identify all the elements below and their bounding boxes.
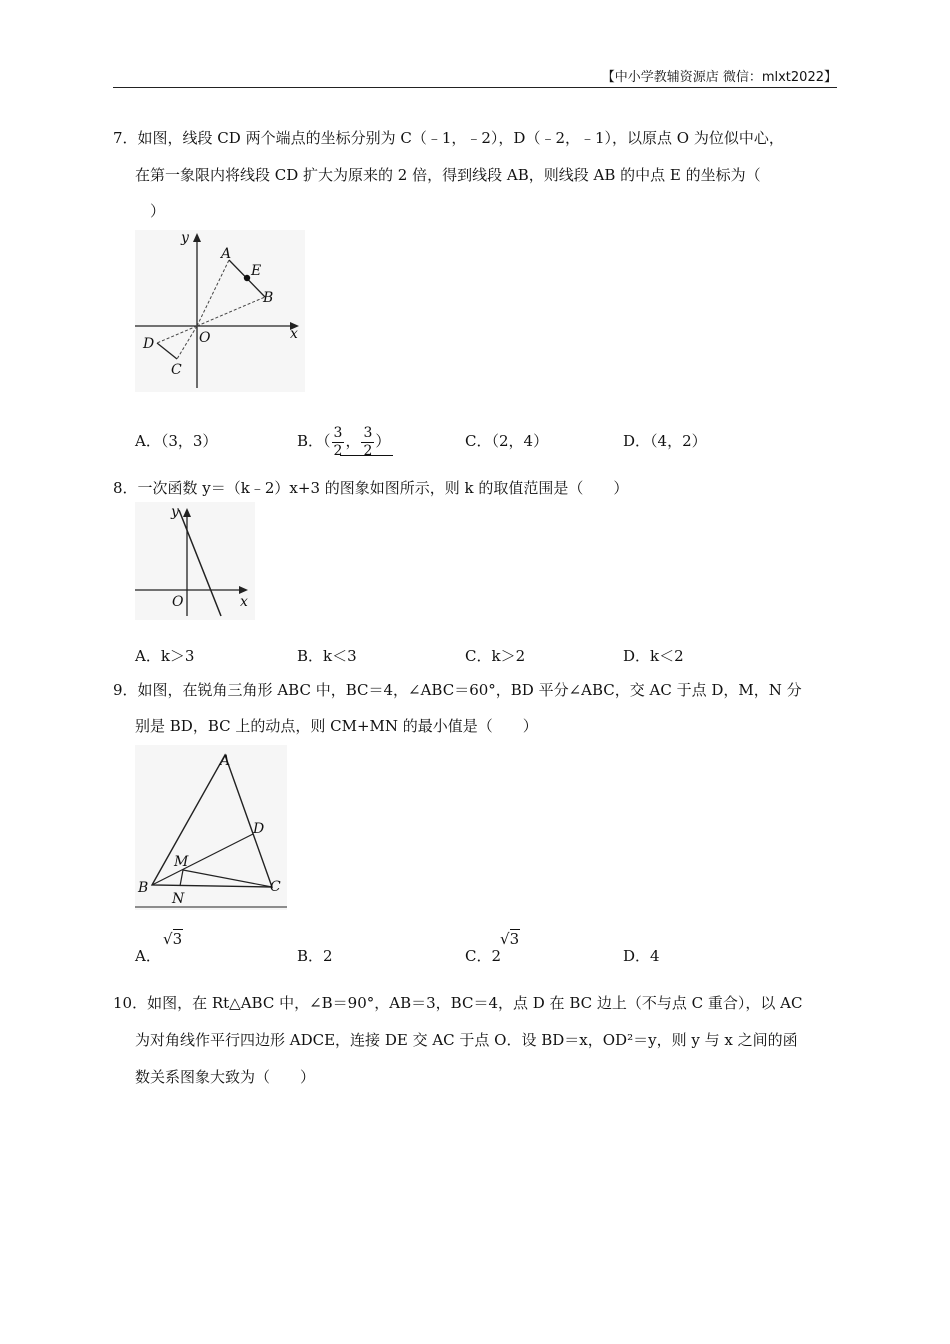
q9-text-line-2: 别是 BD，BC 上的动点，则 CM+MN 的最小值是（ ） (135, 717, 538, 735)
q9-label-m: M (174, 854, 189, 870)
q8-label-y: y (171, 504, 179, 520)
q7-option-b-underline (340, 455, 393, 456)
q7-option-c[interactable]: C．（2，4） (465, 432, 549, 450)
q9-option-d[interactable]: D．4 (623, 947, 660, 965)
q9-label-c: C (270, 879, 281, 895)
q7-label-d: D (143, 336, 155, 352)
q7-option-b-prefix: B．（ (297, 432, 331, 450)
q7-label-e: E (251, 263, 262, 279)
q9-text-line-1: 9．如图，在锐角三角形 ABC 中，BC＝4，∠ABC＝60°，BD 平分∠ABC，交 AC 于点 D，M，N 分 (113, 681, 802, 699)
header-divider (113, 87, 837, 88)
q7-label-o: O (199, 330, 211, 346)
q8-option-a[interactable]: A．k＞3 (135, 647, 195, 665)
q7-label-x: x (290, 326, 298, 342)
q7-label-y: y (181, 230, 189, 246)
q9-option-b[interactable]: B．2 (297, 947, 333, 965)
q8-label-o: O (172, 594, 184, 610)
q7-option-b-separator: ， (345, 432, 361, 450)
q7-option-b-fraction-2: $\frac{3}{2}$ (363, 424, 373, 459)
q8-option-c[interactable]: C．k＞2 (465, 647, 526, 665)
q7-label-c: C (171, 362, 182, 378)
q8-text-line-1: 8．一次函数 y＝（k﹣2）x+3 的图象如图所示，则 k 的取值范围是（ ） (113, 479, 629, 497)
q7-option-b-suffix: ） (375, 432, 391, 450)
q9-option-a[interactable] (135, 946, 161, 966)
q9-option-c-sqrt: √3 (500, 930, 520, 948)
q7-text-line-3: ） (150, 202, 166, 220)
q9-triangle-figure (135, 745, 287, 910)
q7-label-a: A (221, 246, 232, 262)
q7-option-b[interactable] (297, 413, 390, 469)
q7-midpoint-e (244, 275, 250, 281)
q9-label-a: A (220, 753, 231, 769)
q7-text-line-1: 7．如图，线段 CD 两个端点的坐标分别为 C（﹣1，﹣2），D（﹣2，﹣1），以原点 O 为位似中心， (113, 129, 784, 147)
q10-text-line-1: 10．如图，在 Rt△ABC 中，∠B＝90°，AB＝3，BC＝4，点 D 在 BC 边上（不与点 C 重合），以 AC (113, 994, 803, 1012)
page-header: 【中小学教辅资源店 微信：mlxt2022】 (601, 70, 837, 85)
q10-text-line-3: 数关系图象大致为（ ） (135, 1068, 316, 1086)
q8-option-b[interactable]: B．k＜3 (297, 647, 357, 665)
q9-label-b: B (138, 880, 149, 896)
q9-option-c-label: C．2 (465, 947, 502, 965)
q9-label-n: N (172, 891, 185, 907)
q8-label-x: x (240, 594, 248, 610)
q10-text-line-2: 为对角线作平行四边形 ADCE，连接 DE 交 AC 于点 O．设 BD＝x，OD²＝y，则 y 与 x 之间的函 (135, 1031, 798, 1049)
q7-coordinate-figure (135, 230, 305, 392)
q9-label-d: D (253, 821, 265, 837)
q7-option-d[interactable]: D．（4，2） (623, 432, 707, 450)
q7-option-a[interactable]: A．（3，3） (135, 432, 218, 450)
q7-figure-background (135, 230, 305, 392)
q8-option-d[interactable]: D．k＜2 (623, 647, 684, 665)
q7-text-line-2: 在第一象限内将线段 CD 扩大为原来的 2 倍，得到线段 AB，则线段 AB 的中点 E 的坐标为（ (135, 166, 761, 184)
q8-line-graph-figure (135, 502, 255, 620)
q9-option-a-label: A． (135, 947, 161, 965)
sqrt-icon: √ (500, 930, 510, 948)
q7-label-b: B (263, 290, 274, 306)
q9-option-a-sqrt: √3 (163, 930, 183, 948)
q8-figure-background (135, 502, 255, 620)
q9-option-c[interactable] (465, 946, 501, 966)
q7-option-b-fraction-1: $\frac{3}{2}$ (333, 424, 343, 459)
sqrt-icon: √ (163, 930, 173, 948)
